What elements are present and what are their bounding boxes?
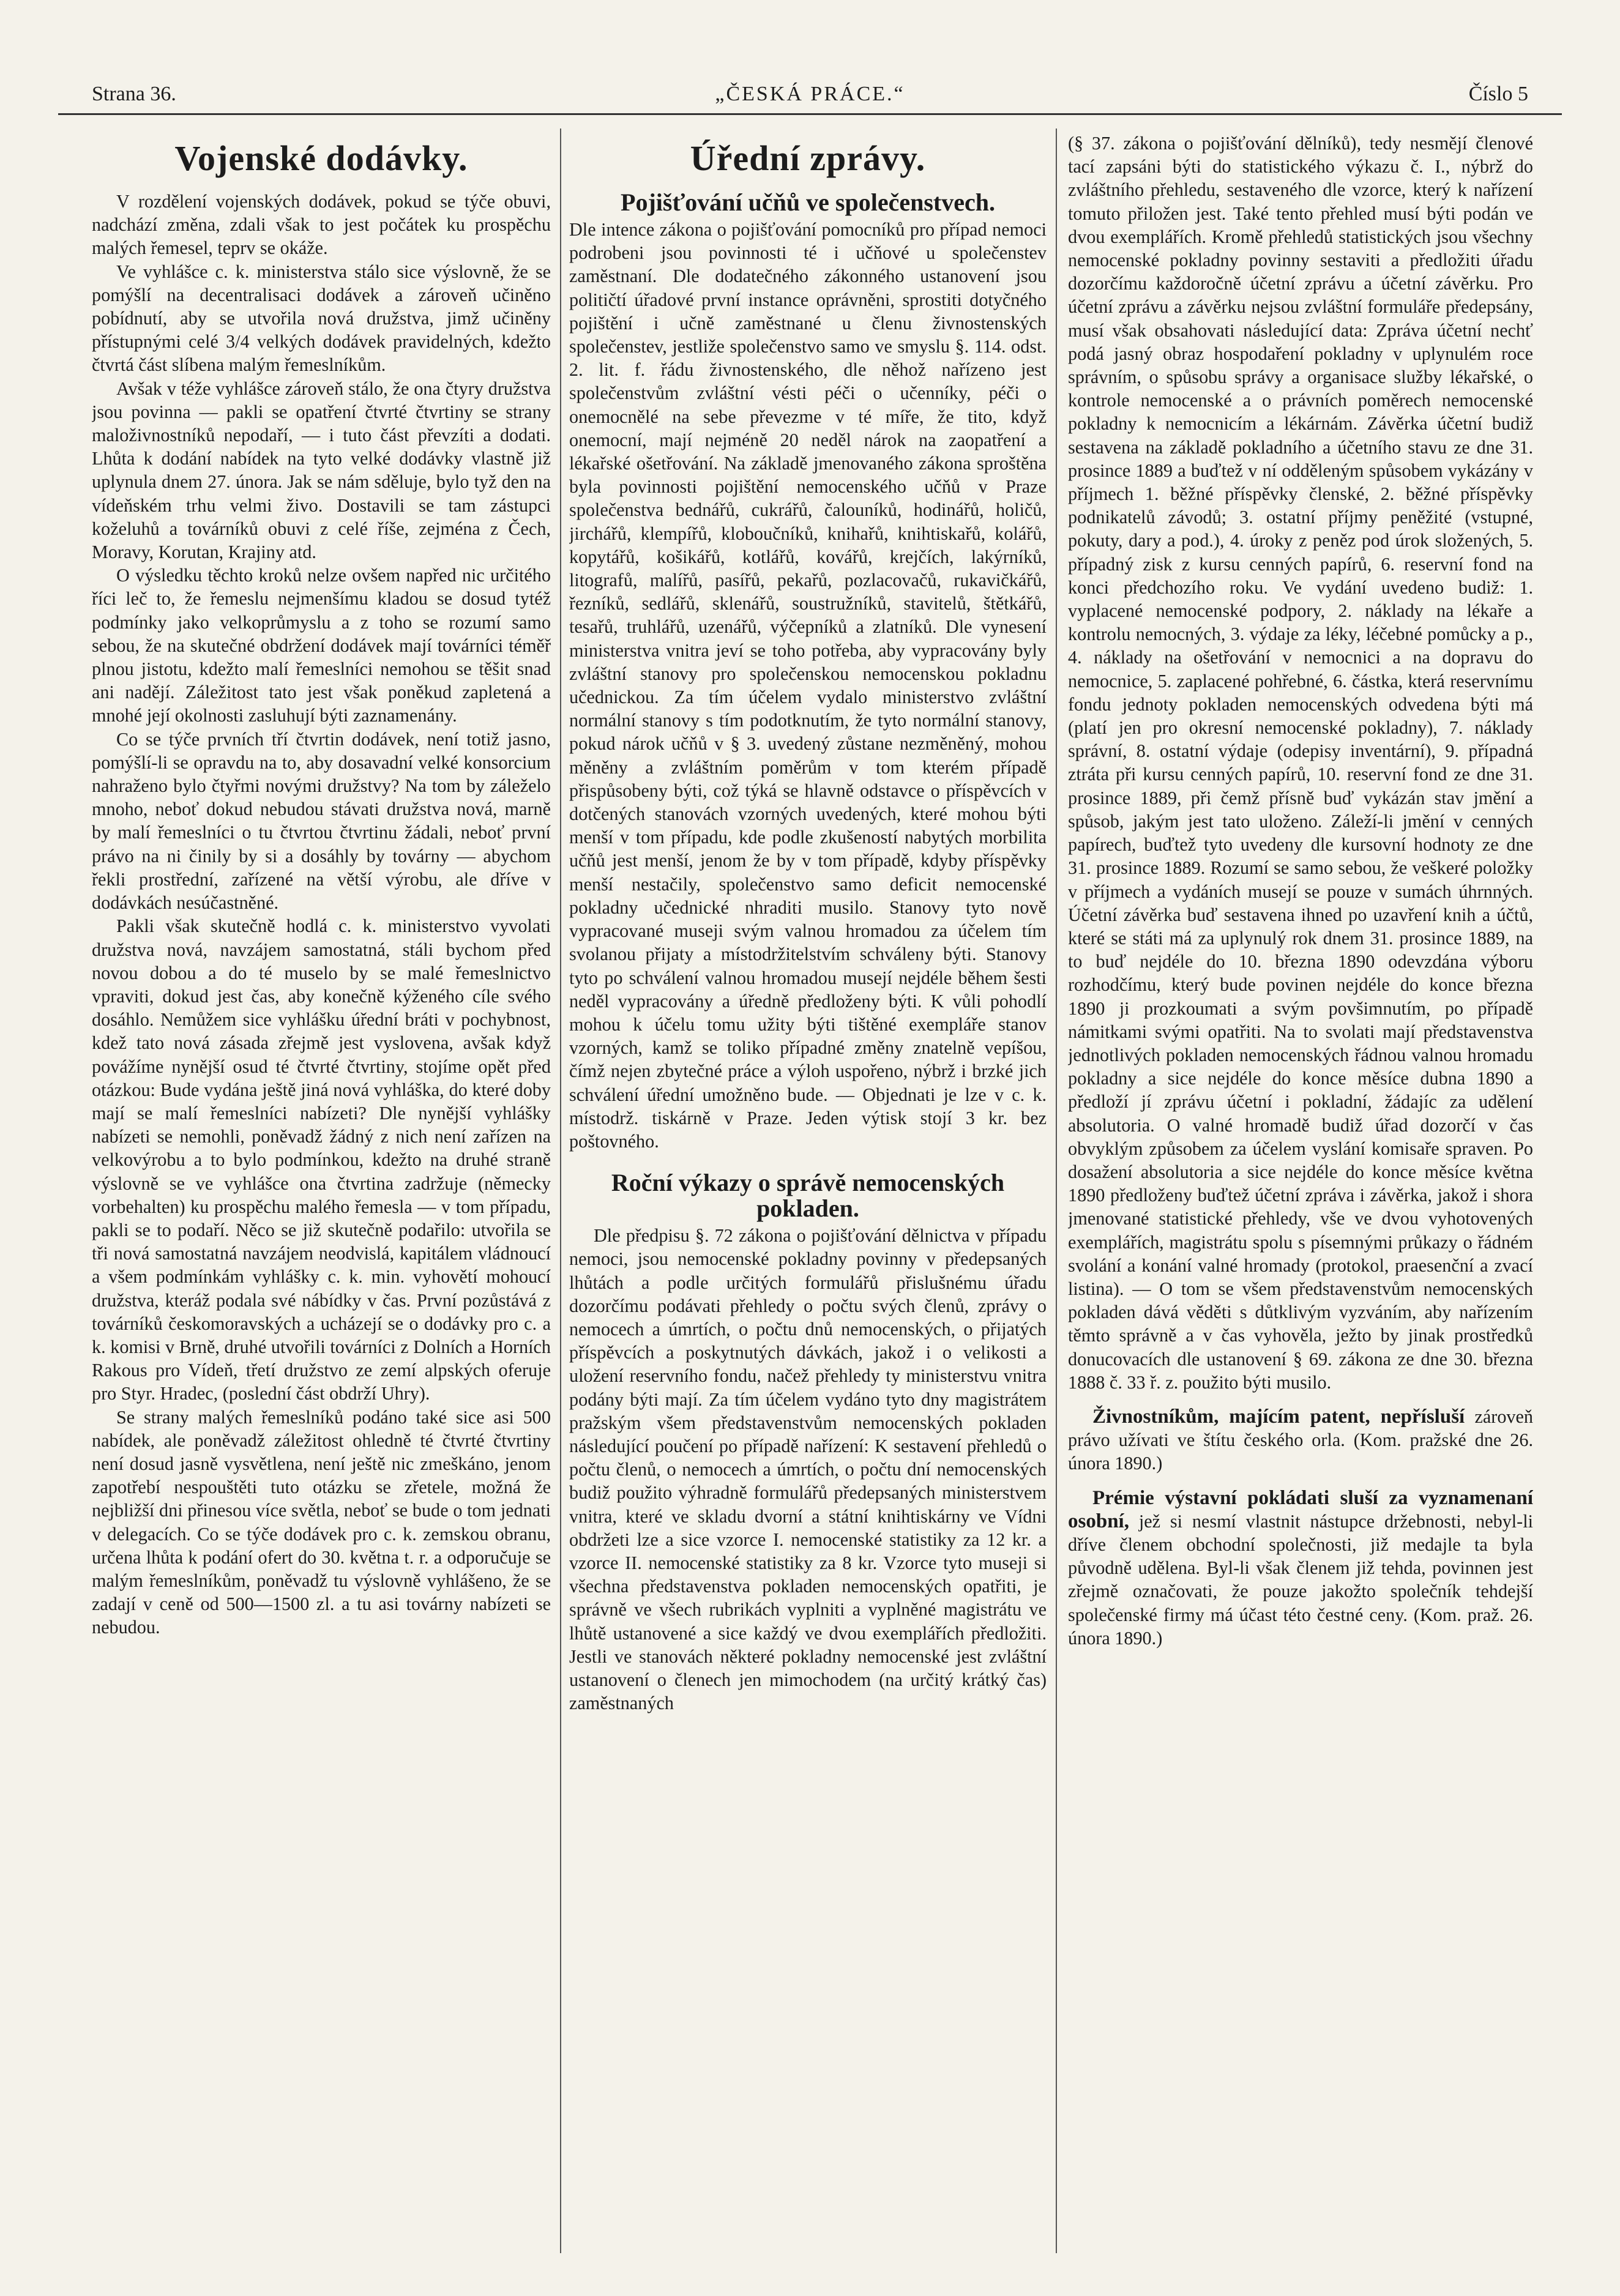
article-subtitle: Roční výkazy o správě nemocenských pokladen. — [611, 1169, 1005, 1223]
paragraph: Ve vyhlášce c. k. ministerstva stálo sice výslovně, že se pomýšlí na decentralisaci dodávek a zároveň učiněno pobídnutí, aby se utvořila nová družstva, jimž učiněny přístupnými celé 3/4 velkých dodávek pravidelných, kdežto čtvrtá část slíbena malým řemeslníkům. — [92, 261, 551, 376]
paragraph: Co se týče prvních tří čtvrtin dodávek, není totiž jasno, pomýšlí-li se opravdu na to, aby dosavadní velké konsorcium nahraženo bylo čtyřmi novými družstvy? Na tom by záleželo mnoho, neboť dokud nebudou stávati družstva nová, marně by malí řemeslníci o tu čtvrtou čtvrtinu žádali, neboť první právo na ni činily by si a dosáhly by továrny — abychom řekli prostřední, zařízené na větší výrobu, ale dříve v dodávkách nesúčastněné. — [92, 728, 551, 914]
page-number: Strana 36. — [92, 83, 176, 105]
paragraph: Se strany malých řemeslníků podáno také sice asi 500 nabídek, ale poněvadž záležitost ohledně té čtvrté čtvrtiny není dosud jasně vysvětlena, není ještě nic zmeškáno, jenom zapotřebí nespouštěti tuto otázku se zřetele, možná že nejbližší dni přinesou více světla, neboť se bude o tom jednati v delegacích. Co se týče dodávek pro c. k. zemskou obranu, určena lhůta k podání ofert do 30. května t. r. a odporučuje se malým řemeslníkům, poněvadž tu výslovně vyhlášeno, že se zadají v ceně od 500—1500 zl. a tu asi továrny nabízeti se nebudou. — [92, 1406, 551, 1638]
paragraph: (§ 37. zákona o pojišťování dělníků), tedy nesmějí členové tací zapsáni býti do statistického výkazu č. I., nýbrž do zvláštního přehledu, sestaveného dle vzorce, který k nařízení tomuto přiložen jest. Také tento přehled musí býti podán ve dvou exemplářích. Kromě přehledů statistických jsou všechny nemocenské pokladny povinny sestaviti a předložiti úřadu dozorčímu každoročně účetní zprávu a účetní závěrku. Pro účetní zprávu a závěrku nejsou zvláštní formuláře předepsány, musí však obsahovati následující data: Zpráva účetní nechť podá jasný obraz hospodaření pokladny v uplynulém roce správním, o spůsobu správy a organisace služby lékařské, o kontrole nemocenské a o právních poměrech nemocenské pokladny k nemocnicím a lékárnám. Závěrka účetní budiž sestavena na základě pokladního a účetního stavu ze dne 31. prosince 1889 a buďtež v ní odděleným spůsobem vykázány v příjmech 1. běžné příspěvky členské, 2. běžné příspěvky podnikatelů závodů; 3. ostatní příjmy peněžité (vstupné, pokuty, dary a pod.), 4. úroky z peněz pod úrok složených, 5. případný zisk z kursu cenných papírů, 6. reservní fond na konci předchozího roku. Ve vydání uvedeno budiž: 1. vyplacené nemocenské podpory, 2. náklady na lékaře a kontrolu nemocných, 3. výdaje za léky, léčebné pomůcky a p., 4. náklady na ošetřování v nemocnici a na dopravu do nemocnice, 5. zaplacené pohřebné, 6. částka, která reservnímu fondu jednoty pokladen nemocenských odvedena býti má (platí jen pro okresní nemocenské pokladny), 7. náklady správní, 8. ostatní výdaje (odepisy inventární), 9. případná ztráta při kursu cenných papírů, 10. reservní fond ze dne 31. prosince 1889, při čemž přísně buď vykázán stav jmění a spůsob, jakým jest tato uloženo. Záleží-li jmění v cenných papírech, buďtež tyto uvedeny dle kursovní hodnoty ze dne 31. prosince 1889. Rozumí se samo sebou, že veškeré položky v příjmech a vydáních musejí se pouze v sumách úhrnných. Účetní závěrka buď sestavena ihned po uzavření knih a účtů, které se státi má za uplynulý rok dnem 31. prosince 1889, na to buď nejdéle do 10. března 1890 odevzdána výboru rozhodčímu, který bude povinen nejdéle do konce března 1890 ji prozkoumati a svým povšimnutím, po případě námitkami svými opatřiti. Na to svolati mají představenstva jednotlivých pokladen nemocenských řádnou valnou hromadu pokladny a sice nejdéle do konce měsíce dubna 1890 a předloží jí zprávu účetní i pokladní, žádajíc za udělení absolutoria. O valné hromadě budiž úřad dozorčí v čas obvyklým způsobem za účelem vyslání komisaře spraven. Po dosažení absolutoria a sice nejdéle do konce měsíce května 1890 předloženy buďtež účetní zpráva i závěrka, jakož i shora jmenované statistické přehledy, vše ve dvou vyhotovených exemplářích, magistrátu spolu s písemnými průkazy o řádném svolání a konání valné hromady (protokol, praesenční a zvací listina). — O tom se všem představenstvům nemocenských pokladen dává věděti s důtklivým vyzváním, aby nařízením těmto správně a v čas vyhověla, ježto by jinak prostředků donucovacích dle ustanovení § 69. zákona ze dne 30. března 1888 č. 33 ř. z. použito býti musilo. — [1068, 133, 1533, 1393]
notice-text: jež si nesmí vlastnit nástupce držebnosti, nebyl-li dříve členem obchodní společnosti, již medajle ta byla původně udělena. Byl-li však členem již tehda, povinnen jest zřejmě označovati, že pouze jakožto společník tehdejší společenské firmy má účast této čestné ceny. (Kom. praž. 26. února 1890.) — [1068, 1510, 1533, 1649]
column-divider — [560, 129, 561, 2253]
newspaper-title: „ČESKÁ PRÁCE.“ — [715, 83, 905, 105]
notice — [1068, 1486, 1533, 1650]
column-divider — [1056, 129, 1057, 2253]
issue-number: Číslo 5 — [1468, 83, 1528, 105]
article-subtitle: Pojišťování učňů ve společenstvech. — [621, 188, 995, 216]
paragraph: V rozdělení vojenských dodávek, pokud se týče obuvi, nadchází změna, zdali však to jest počátek ku prospěchu malých řemesel, teprv se okáže. — [92, 191, 551, 259]
notice — [1068, 1405, 1533, 1475]
paragraph: Pakli však skutečně hodlá c. k. ministerstvo vyvolati družstva nová, navzájem samostatná, stáli bychom před novou dobou a do té muselo by se malé řemeslnictvo vpraviti, dokud jest čas, aby konečně kýženého cíle svého dosáhlo. Nemůžem sice vyhlášku úřední bráti v pochybnost, kdež tato nová zásada zřejmě jest vyslovena, avšak když povážíme nynější osud té čtvrté čtvrtiny, stojíme opět před otázkou: Bude vydána ještě jiná nová vyhláška, do které doby mají se malí řemeslníci nabízeti? Dle nynější vyhlášky nabízeti se nemohli, poněvadž žádný z nich není zařízen na velkovýrobu a to bylo podmínkou, kdežto na druhé straně výslovně se ve vyhlášce ona čtvrtina zadržuje (německy vorbehalten) ku prospěchu malého řemesla — v tom případu, pakli se to podaří. Něco se již skutečně podařilo: utvořila se tři nová samostatná navzájem neodvislá, kapitálem vládnoucí a všem podmínkám vyhlášky c. k. min. vyhovětí mohoucí družstva, kteráž podala své nábídky v čas. První pozůstává z továrníků českomoravských a ucházejí se o dodávky pro c. a k. komisi v Brně, druhé utvořili továrníci z Dolních a Horních Rakous pro Vídeň, třetí družstvo ze zemí alpských oferuje pro Styr. Hradec, (poslední část obdrží Uhry). — [92, 915, 551, 1404]
column-3 — [1068, 132, 1533, 2253]
section-title: Úřední zprávy. — [690, 138, 926, 178]
notice-title: Živnostníkům, majícím patent, nepřísluší — [1092, 1405, 1465, 1428]
notice-title: Prémie výstavní pokládati sluší za vyznamenaní osobní, — [1068, 1486, 1533, 1532]
header-rule — [58, 113, 1562, 115]
paragraph: Avšak v téže vyhlášce zároveň stálo, že ona čtyry družstva jsou povinna — pakli se opatření čtvrté čtvrtiny se strany maloživnostníků nepodaří, — i tuto část převzíti a dodati. Lhůta k dodání nabídek na tyto velké dodávky vlastně již uplynula dnem 27. února. Jak se nám sděluje, bylo tyž den na vídeňském trhu velmi živo. Dostavili se tam zástupci koželuhů a továrníků obuvi z celé říše, zejména z Čech, Moravy, Korutan, Krajiny atd. — [92, 378, 551, 563]
column-1 — [92, 132, 551, 2253]
paragraph: Dle intence zákona o pojišťování pomocníků pro případ nemoci podrobeni jsou povinnosti té i učňové u společenstev zaměstnaní. Dle dodatečného zákonného ustanovení jsou političtí úřadové první instance oprávněni, sprostiti dotyčného pojištění i učně zaměstnané u členu živnostenských společenstev, jestliže společenstvo samo ve smyslu §. 114. odst. 2. lit. f. řádu živnostenského, dle něhož nařízeno jest společenstvům zvláštní vésti péči o učenníky, péči o onemocnělé na sebe převezme v té míře, že tito, když onemocní, mají nejméně 20 neděl nárok na zaopatření a lékařské ošetřování. Na základě jmenovaného zákona sproštěna byla povinnosti pojištění nemocenského učňů v Praze společenstva bednářů, cukrářů, čalouníků, hodinářů, holičů, jirchářů, klempířů, kloboučníků, knihařů, knihtiskařů, kolářů, kopytářů, košikářů, kotlářů, kovářů, krejčích, lakýrníků, litografů, malířů, pasířů, pekařů, pozlacovačů, rukavičkářů, řezníků, sedlářů, sklenářů, soustružníků, stavitelů, štětkářů, tesařů, truhlářů, uzenářů, výčepníků a zlatníků. Dle vynesení ministerstva vnitra jeví se toho potřeba, aby vypracovány byly zvláštní stanovy pro společenskou nemocenskou pokladnu učednickou. Za tím účelem vydalo ministerstvo zvláštní normální stanovy s tím podotknutím, že tyto normální stanovy, pokud nárok učňů v § 3. uvedený zůstane nezměněný, mohou měněny a zvláštním poměrům v tom kterém případě přispůsobeny býti, což týká se hlavně odstavce o příspěvcích v dotčených stanovách vzorných uvedených, které mohou býti menší v tom případu, kde podle zkušeností nabytých morbilita učňů jest menší, jenom že by v tom případě, kdyby příspěvky menší nestačily, společenstvo samo deficit nemocenské pokladny učednické nhraditi musilo. Stanovy tyto nově vypracované museji svým valnou hromadou za účelem tím svolanou přijaty a místodržitelstvím schváleny býti. Stanovy tyto po schválení valnou hromadou musejí nejdéle během šesti neděl vypracovány a úředně předloženy býti. K vůli pohodlí mohou k účelu tomu užity býti tištěné exempláře stanov vzorných, kamž se toliko případné změny znatelně vepíšou, čímž nejen zbytečné práce a výloh uspořeno, nýbrž i brzké jich schválení úřední umožněno bude. — Objednati je lze v c. k. místodrž. tiskárně v Praze. Jeden výtisk stojí 3 kr. bez poštovného. — [569, 219, 1047, 1152]
notice-text: zároveň právo užívati ve štítu českého orla. (Kom. pražské dne 26. února 1890.) — [1068, 1406, 1533, 1474]
article-title: Vojenské dodávky. — [174, 138, 468, 178]
paragraph: O výsledku těchto kroků nelze ovšem napřed nic určitého říci leč to, že řemeslu nejmenšímu kladou se dosud tytéž podmínky jako velkoprůmyslu a z toho se rozumí samo sebou, že na skutečné obdržení dodávek mají továrníci téměř plnou jistotu, kdežto malí řemeslníci nemohou se těšit snad ani nadějí. Záležitost tato jest však poněkud zapletená a mnohé její okolnosti zasluhují býti zaznamenány. — [92, 565, 551, 726]
column-2 — [569, 132, 1047, 2253]
paragraph: Dle předpisu §. 72 zákona o pojišťování dělnictva v případu nemoci, jsou nemocenské pokladny povinny v předepsaných lhůtách a podle určitých formulářů přislušnému úřadu dozorčímu podávati přehledy o počtu svých členů, zprávy o nemocech a úmrtích, o počtu dnů nemocenských, o přijatých příspěvcích a poskytnutých dávkách, jakož i o velikosti a uložení reservního fondu, načež přehledy ty ministerstvu vnitra podány býti mají. Za tím účelem vydáno tyto dny magistrátem pražským všem představenstvům nemocenských pokladen následující poučení po případě nařízení: K sestavení přehledů o počtu členů, o nemocech a úmrtích, o počtu dní nemocenských budiž použito výhradně formulářů předepsaných ministerstvem vnitra, které ve skladu dvorní a státní knihtiskárny ve Vídni obdržeti lze a sice vzorce I. nemocenské statistiky za 12 kr. a vzorce II. nemocenské statistiky za 8 kr. Vzorce tyto museji si všechna představenstva pokladen nemocenských opatřiti, je správně ve všech rubrikách vyplniti a vyplněné magistrátu ve lhůtě ustanovené a sice každý ve dvou exemplářích předložiti. Jestli ve stanovách některé pokladny nemocenské jest zvláštní ustanovení o členech jen mimochodem (na určitý krátký čas) zaměstnaných — [569, 1225, 1047, 1714]
